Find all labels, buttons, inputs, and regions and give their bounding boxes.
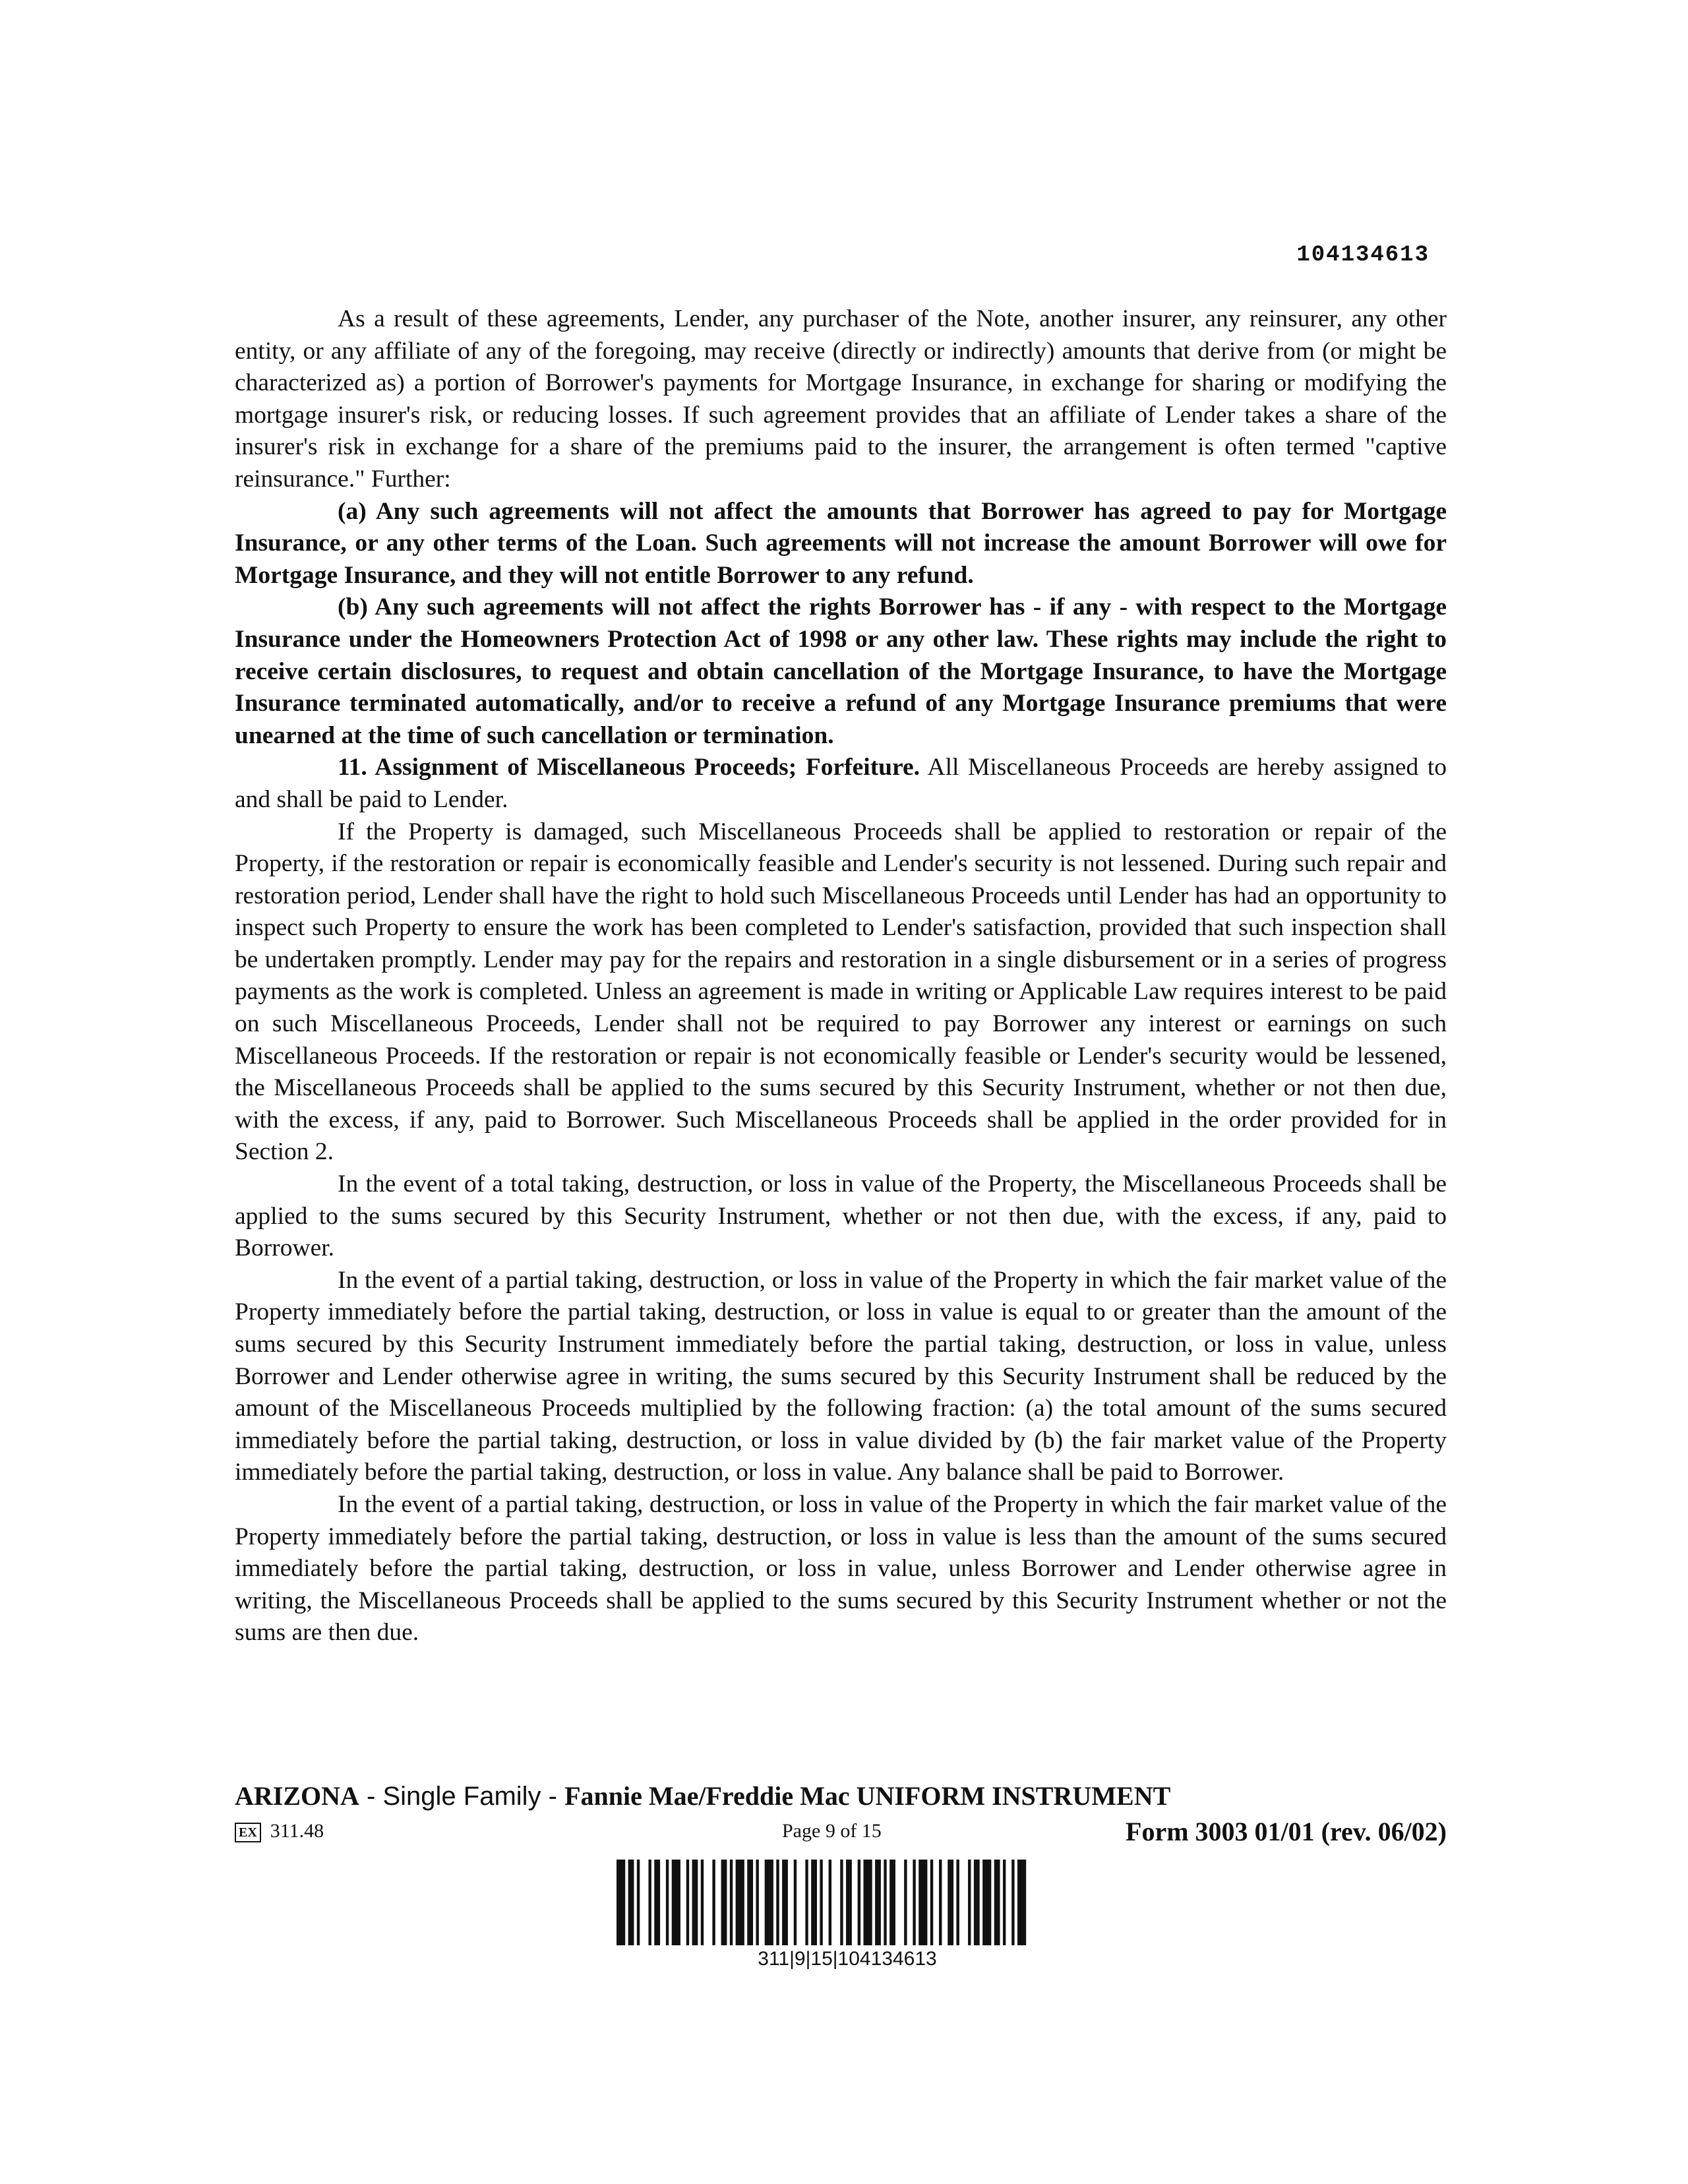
section-11-heading: 11. Assignment of Miscellaneous Proceeds; Forfeiture. (338, 754, 920, 781)
page-number: Page 9 of 15 (782, 1820, 882, 1842)
footer-state: ARIZONA (235, 1781, 359, 1811)
footer-title (235, 1780, 1170, 1811)
form-code-number: 311.48 (270, 1820, 324, 1842)
ex-logo-icon: EX (235, 1823, 261, 1842)
paragraph-property-damaged: If the Property is damaged, such Miscellaneous Proceeds shall be applied to restoration or repair of the Property, if the restoration or repair is economically feasible and Lender's security is not lessened. During such repair and restoration period, Lender shall have the right to hold such Miscellaneous Proceeds until Lender has had an opportunity to inspect such Property to ensure the work has been completed to Lender's satisfaction, provided that such inspection shall be undertaken promptly. Lender may pay for the repairs and restoration in a single disbursement or in a series of progress payments as the work is completed. Unless an agreement is made in writing or Applicable Law requires interest to be paid on such Miscellaneous Proceeds, Lender shall not be required to pay Borrower any interest or earnings on such Miscellaneous Proceeds. If the restoration or repair is not economically feasible or Lender's security would be lessened, the Miscellaneous Proceeds shall be applied to the sums secured by this Security Instrument, whether or not then due, with the excess, if any, paid to Borrower. Such Miscellaneous Proceeds shall be applied in the order provided for in Section 2. (235, 818, 1447, 1166)
paragraph-clause-a: (a) Any such agreements will not affect the amounts that Borrower has agreed to pay for Mortgage Insurance, or any other terms of the Loan. Such agreements will not increase the amount Borrower will owe for Mortgage Insurance, and they will not entitle Borrower to any refund. (235, 497, 1447, 589)
document-body (235, 303, 1447, 1649)
paragraph-agreements: As a result of these agreements, Lender, any purchaser of the Note, another insurer, any reinsurer, any other entity, or any affiliate of any of the foregoing, may receive (directly or indirectly) amounts that derive from (or might be characterized as) a portion of Borrower's payments for Mortgage Insurance, in exchange for sharing or modifying the mortgage insurer's risk, or reducing losses. If such agreement provides that an affiliate of Lender takes a share of the insurer's risk in exchange for a share of the premiums paid to the insurer, the arrangement is often termed "captive reinsurance." Further: (235, 305, 1447, 493)
footer-instrument: Fannie Mae/Freddie Mac UNIFORM INSTRUMENT (564, 1781, 1171, 1811)
barcode-text: 311|9|15|104134613 (758, 1948, 937, 1970)
form-number: Form 3003 01/01 (rev. 06/02) (1126, 1817, 1447, 1846)
barcode-icon (617, 1860, 1078, 1945)
form-code (235, 1820, 324, 1842)
paragraph-partial-taking-greater: In the event of a partial taking, destruction, or loss in value of the Property in which the fair market value of the Property immediately before the partial taking, destruction, or loss in value is equal to or greater than the amount of the sums secured by this Security Instrument immediately before the partial taking, destruction, or loss in value, unless Borrower and Lender otherwise agree in writing, the sums secured by this Security Instrument shall be reduced by the amount of the Miscellaneous Proceeds multiplied by the following fraction: (a) the total amount of the sums secured immediately before the partial taking, destruction, or loss in value divided by (b) the fair market value of the Property immediately before the partial taking, destruction, or loss in value. Any balance shall be paid to Borrower. (235, 1266, 1447, 1486)
loan-number: 104134613 (1296, 243, 1430, 268)
paragraph-partial-taking-less: In the event of a partial taking, destruction, or loss in value of the Property in which the fair market value of the Property immediately before the partial taking, destruction, or loss in value is less than the amount of the sums secured immediately before the partial taking, destruction, or loss in value, unless Borrower and Lender otherwise agree in writing, the Miscellaneous Proceeds shall be applied to the sums secured by this Security Instrument whether or not the sums are then due. (235, 1490, 1447, 1647)
section-11-text: All Miscellaneous Proceeds are hereby assigned to and shall be paid to Lender. (235, 754, 1447, 813)
footer-row (235, 1816, 1447, 1849)
paragraph-clause-b: (b) Any such agreements will not affect the rights Borrower has - if any - with respect to the Mortgage Insurance under the Homeowners Protection Act of 1998 or any other law. These rights may include the right to receive certain disclosures, to request and obtain cancellation of the Mortgage Insurance, to have the Mortgage Insurance terminated automatically, and/or to receive a refund of any Mortgage Insurance premiums that were unearned at the time of such cancellation or termination. (235, 593, 1447, 749)
footer-family: - Single Family - (359, 1782, 565, 1811)
paragraph-section-11 (235, 752, 1447, 816)
paragraph-total-taking: In the event of a total taking, destruction, or loss in value of the Property, the Miscellaneous Proceeds shall be applied to the sums secured by this Security Instrument, whether or not then due, with the excess, if any, paid to Borrower. (235, 1170, 1447, 1262)
